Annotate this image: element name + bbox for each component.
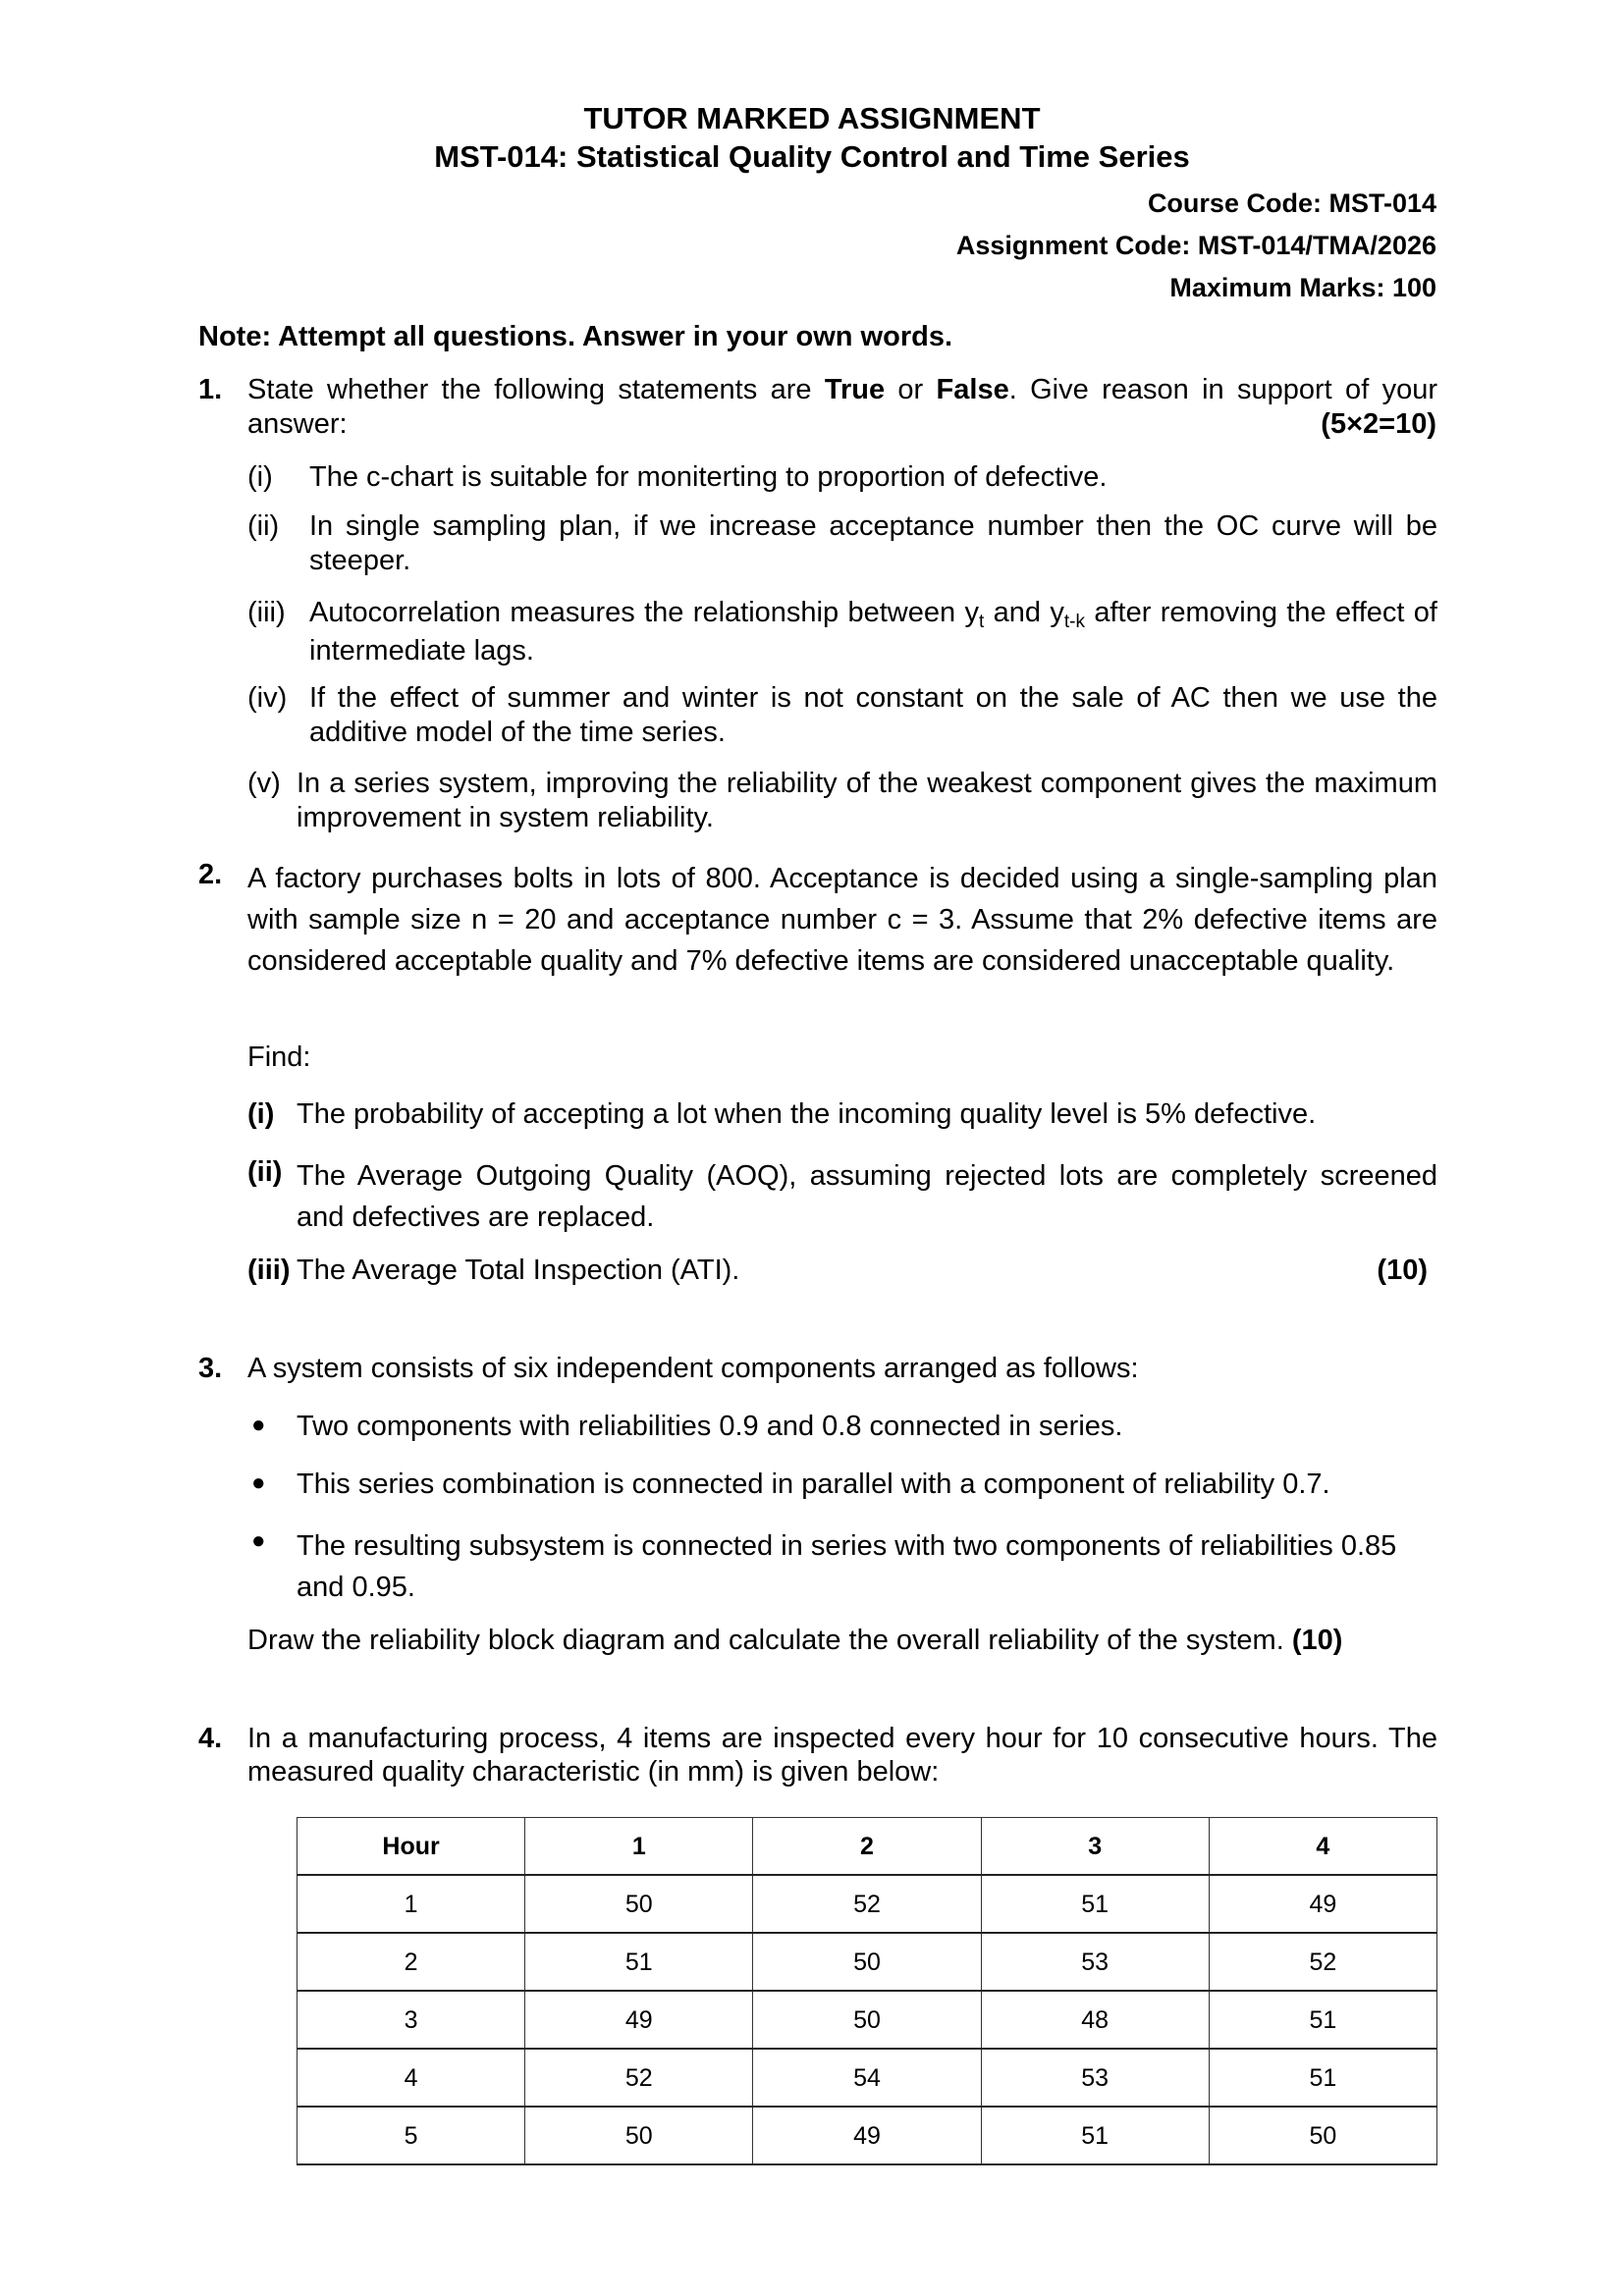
table-cell: 54 bbox=[753, 2049, 981, 2107]
table-cell: 53 bbox=[981, 2049, 1209, 2107]
question-number: 2. bbox=[198, 859, 223, 890]
assignment-code: Assignment Code: MST-014/TMA/2026 bbox=[955, 231, 1436, 260]
table-cell: 51 bbox=[1209, 1991, 1436, 2049]
note: Note: Attempt all questions. Answer in your own words. bbox=[198, 321, 953, 352]
item-label: (iv) bbox=[247, 682, 288, 714]
bullet-text: Two components with reliabilities 0.9 and 0.8 connected in series. bbox=[297, 1411, 1123, 1442]
table-cell: 51 bbox=[1209, 2049, 1436, 2107]
table-cell: 50 bbox=[1209, 2107, 1436, 2164]
item-label: (i) bbox=[247, 1098, 275, 1130]
item-text: The probability of accepting a lot when the incoming quality level is 5% defective. bbox=[297, 1098, 1317, 1130]
subscript: t-k bbox=[1063, 612, 1085, 632]
table-cell: 48 bbox=[981, 1991, 1209, 2049]
measurement-table bbox=[297, 1817, 1437, 2165]
table-row bbox=[298, 1933, 1437, 1991]
table-cell: 51 bbox=[525, 1933, 753, 1991]
item-text-part: Autocorrelation measures the relationship between y bbox=[309, 597, 979, 628]
table-cell: 49 bbox=[525, 1991, 753, 2049]
question-number: 3. bbox=[198, 1353, 223, 1384]
table-header: 2 bbox=[753, 1818, 981, 1876]
table-header: Hour bbox=[298, 1818, 525, 1876]
course-code: Course Code: MST-014 bbox=[1147, 188, 1436, 218]
table-header-row bbox=[298, 1818, 1437, 1876]
intro-text: State whether the following statements are bbox=[247, 374, 825, 405]
closing-text bbox=[247, 1624, 1342, 1658]
true-keyword: True bbox=[824, 374, 886, 405]
marks: (10) bbox=[1377, 1255, 1428, 1286]
bullet-text: The resulting subsystem is connected in series with two components of reliabilities 0.85 and 0.95. bbox=[297, 1530, 1397, 1603]
item-label: (iii) bbox=[247, 597, 286, 628]
item-text-part: and y bbox=[984, 597, 1064, 628]
bullet-icon: ● bbox=[251, 1469, 266, 1496]
item-text: The Average Outgoing Quality (AOQ), assuming rejected lots are completely screened and defectives are replaced. bbox=[297, 1160, 1437, 1233]
table-header: 4 bbox=[1209, 1818, 1436, 1876]
table-cell: 2 bbox=[298, 1933, 525, 1991]
question-text: A system consists of six independent components arranged as follows: bbox=[247, 1353, 1139, 1384]
table-row bbox=[298, 1991, 1437, 2049]
question-text: A factory purchases bolts in lots of 800. Acceptance is decided using a single-sampling plan with sample size n = 20 and acceptance number c = 3. Assume that 2% defective items are considered acceptable quality and 7% defective items are considered unacceptable quality. bbox=[247, 863, 1437, 977]
closing-instruction: Draw the reliability block diagram and calculate the overall reliability of the system. bbox=[247, 1625, 1292, 1656]
question-number: 1. bbox=[198, 374, 223, 405]
table-cell: 52 bbox=[1209, 1933, 1436, 1991]
item-text: The Average Total Inspection (ATI). bbox=[297, 1255, 740, 1286]
table-cell: 51 bbox=[981, 1875, 1209, 1933]
item-text: The c-chart is suitable for moniterting to proportion of defective. bbox=[309, 461, 1108, 493]
table-header: 1 bbox=[525, 1818, 753, 1876]
question-number: 4. bbox=[198, 1723, 223, 1754]
subscript: t bbox=[978, 612, 985, 632]
intro-text: . Give reason in support of your bbox=[1008, 374, 1437, 405]
table-cell: 52 bbox=[753, 1875, 981, 1933]
question-text bbox=[247, 373, 1437, 407]
item-label: (i) bbox=[247, 461, 273, 493]
question-text: In a manufacturing process, 4 items are inspected every hour for 10 consecutive hours. The measured quality characteristic (in mm) is given below: bbox=[247, 1723, 1437, 1788]
item-label: (ii) bbox=[247, 510, 280, 542]
item-text-part: after removing the effect of intermediate lags. bbox=[309, 597, 1437, 667]
document-title: TUTOR MARKED ASSIGNMENT bbox=[583, 101, 1041, 135]
table-row bbox=[298, 1875, 1437, 1933]
table-cell: 50 bbox=[753, 1991, 981, 2049]
bullet-icon: ● bbox=[251, 1412, 266, 1438]
item-text bbox=[309, 596, 1437, 668]
table-cell: 50 bbox=[753, 1933, 981, 1991]
find-label: Find: bbox=[247, 1041, 311, 1073]
table-cell: 52 bbox=[525, 2049, 753, 2107]
item-text: In a series system, improving the reliability of the weakest component gives the maximum improvement in system reliability. bbox=[297, 768, 1437, 833]
bullet-icon: ● bbox=[251, 1527, 266, 1554]
table-cell: 51 bbox=[981, 2107, 1209, 2164]
table-cell: 5 bbox=[298, 2107, 525, 2164]
item-label: (ii) bbox=[247, 1156, 283, 1188]
question-text-line2: answer: bbox=[247, 408, 348, 440]
item-label: (iii) bbox=[247, 1255, 291, 1286]
table-cell: 1 bbox=[298, 1875, 525, 1933]
item-label: (v) bbox=[247, 768, 281, 799]
intro-text: or bbox=[885, 374, 937, 405]
table-cell: 50 bbox=[525, 1875, 753, 1933]
table-cell: 3 bbox=[298, 1991, 525, 2049]
table-row bbox=[298, 2107, 1437, 2164]
marks: (10) bbox=[1291, 1625, 1343, 1656]
table-cell: 4 bbox=[298, 2049, 525, 2107]
marks: (5×2=10) bbox=[1321, 408, 1436, 440]
maximum-marks: Maximum Marks: 100 bbox=[1169, 273, 1436, 302]
table-cell: 50 bbox=[525, 2107, 753, 2164]
item-text: If the effect of summer and winter is not constant on the sale of AC then we use the additive model of the time series. bbox=[309, 682, 1437, 748]
table-cell: 49 bbox=[1209, 1875, 1436, 1933]
document-subtitle: MST-014: Statistical Quality Control and Time Series bbox=[434, 139, 1190, 174]
table-cell: 49 bbox=[753, 2107, 981, 2164]
item-text: In single sampling plan, if we increase acceptance number then the OC curve will be steeper. bbox=[309, 510, 1437, 576]
table-row bbox=[298, 2049, 1437, 2107]
bullet-text: This series combination is connected in parallel with a component of reliability 0.7. bbox=[297, 1468, 1330, 1500]
table-cell: 53 bbox=[981, 1933, 1209, 1991]
table-header: 3 bbox=[981, 1818, 1209, 1876]
false-keyword: False bbox=[936, 374, 1009, 405]
